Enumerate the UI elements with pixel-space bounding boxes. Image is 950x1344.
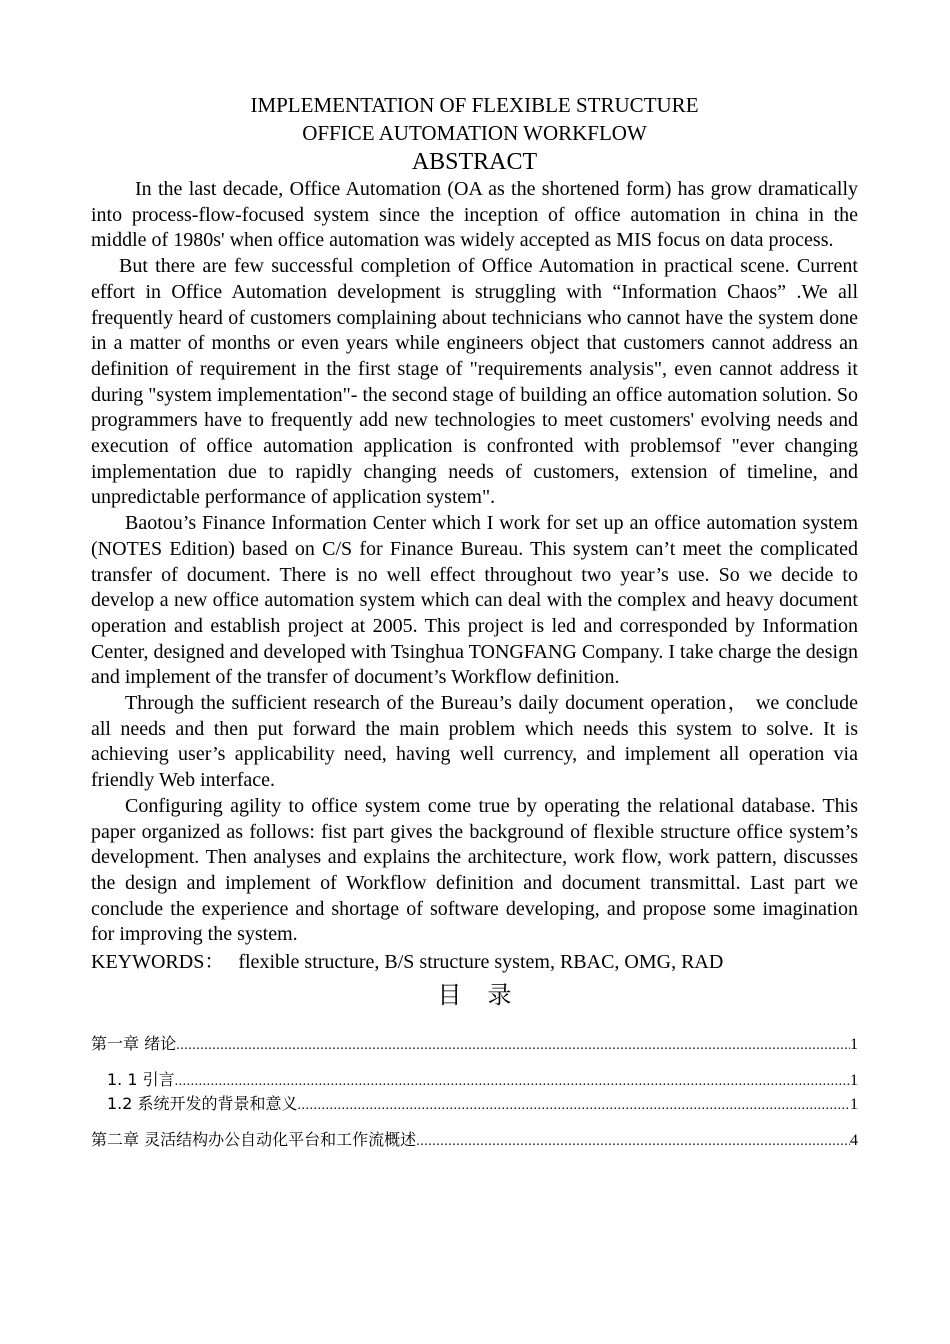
toc-entry-title: 1.2 系统开发的背景和意义 <box>107 1094 298 1114</box>
abstract-heading: ABSTRACT <box>411 149 538 175</box>
toc-leader-dots <box>175 1071 850 1093</box>
abstract-paragraph-4: Through the sufficient research of the Bureau’s daily document operation， we conclude all needs and then put forward the main problem which needs this system to solve. It is achieving user’s applicability need, having well currency, and implement all operation via friendly Web interface. <box>91 692 858 792</box>
toc-entry-page: 1 <box>850 1096 858 1114</box>
toc-entry-page: 4 <box>850 1132 858 1150</box>
toc-leader-dots <box>176 1035 850 1057</box>
abstract-paragraph-5: Configuring agility to office system come true by operating the relational database. This paper organized as follows: fist part gives the background of flexible structure office system’s development. Then analyses and explains the architecture, work flow, work pattern, discusses the design and implement of Workflow definition and document transmittal. Last part we conclude the experience and shortage of software developing, and propose some imagination for improving the system. <box>91 794 858 946</box>
abstract-paragraph-1: In the last decade, Office Automation (OA as the shortened form) has grow dramatically into process-flow-focused system since the inception of office automation in china in the middle of 1980s' when office automation was widely accepted as MIS focus on data process. <box>91 178 858 252</box>
toc-leader-dots <box>416 1131 850 1153</box>
title-line-1: IMPLEMENTATION OF FLEXIBLE STRUCTURE <box>250 93 699 117</box>
toc-heading: 目录 <box>437 983 538 1010</box>
keywords-value: flexible structure, B/S structure system, RBAC, OMG, RAD <box>238 951 724 974</box>
toc-entry-page: 1 <box>850 1072 858 1090</box>
toc-entry-chapter-2[interactable] <box>91 1129 858 1153</box>
abstract-paragraph-3: Baotou’s Finance Information Center which I work for set up an office automation system (NOTES Edition) based on C/S for Finance Bureau. This system can’t meet the complicated transfer of document. There is no well effect throughout two year’s use. So we decide to develop a new office automation system which can deal with the complex and heavy document operation and establish project at 2005. This project is led and corresponded by Information Center, designed and developed with Tsinghua TONGFANG Company. I take charge the design and implement of the transfer of document’s Workflow definition. <box>91 512 858 689</box>
toc-leader-dots <box>298 1095 850 1117</box>
toc-entry-title: 第一章 绪论 <box>91 1034 177 1054</box>
toc-entry-title: 1. 1 引言 <box>107 1070 175 1090</box>
title-line-2: OFFICE AUTOMATION WORKFLOW <box>302 121 647 145</box>
toc-entry-title: 第二章 灵活结构办公自动化平台和工作流概述 <box>91 1130 417 1150</box>
keywords-label: KEYWORDS： <box>91 951 225 974</box>
toc-entry-page: 1 <box>850 1036 858 1054</box>
keywords-line <box>91 949 858 975</box>
document-page <box>91 91 858 1153</box>
toc-entry-section-1-1[interactable] <box>91 1069 858 1093</box>
toc-entry-section-1-2[interactable] <box>91 1093 858 1117</box>
table-of-contents <box>91 1033 858 1153</box>
abstract-paragraph-2: But there are few successful completion of Office Automation in practical scene. Current effort in Office Automation development is struggling with “Information Chaos” .We all frequently heard of customers complaining about technicians who cannot have the system done in a matter of months or even years while engineers object that customers cannot address an definition of requirement in the first stage of "requirements analysis", even cannot address it during "system implementation"- the second stage of building an office automation solution. So programmers have to frequently add new technologies to meet customers' evolving needs and execution of office automation application is confronted with problemsof "ever changing implementation due to rapidly changing needs of customers, extension of timeline, and unpredictable performance of application system". <box>91 255 858 509</box>
toc-entry-chapter-1[interactable] <box>91 1033 858 1057</box>
